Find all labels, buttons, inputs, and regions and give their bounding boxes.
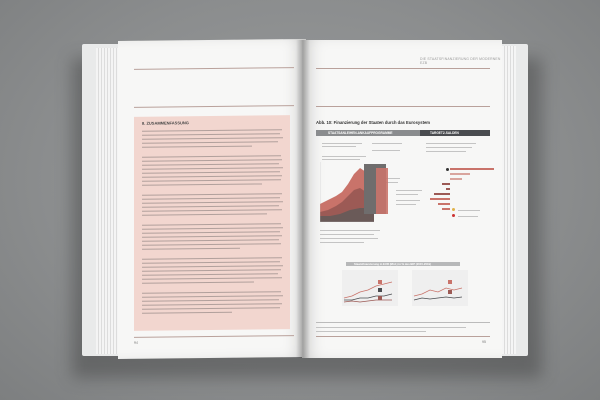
flag-icon	[446, 168, 449, 171]
right-page	[302, 40, 502, 358]
band-left-label: STAATSANLEIHEN-ANKAUFPROGRAMME	[328, 131, 393, 135]
target2-bar	[434, 193, 450, 195]
target2-bar	[442, 208, 450, 210]
target2-bar	[446, 188, 450, 190]
top-rule	[316, 68, 490, 69]
page-number-left: 94	[134, 340, 138, 345]
target2-bar	[450, 173, 470, 175]
target2-bar	[450, 178, 462, 180]
stacked-bar-accent	[376, 168, 388, 214]
header-rule	[134, 105, 294, 108]
footer-rule	[134, 335, 294, 338]
source-rule	[316, 322, 490, 323]
footer-rule	[316, 336, 490, 337]
summary-paragraph	[118, 39, 306, 41]
sub-band-label: Staatsfinanzierung in EUR (Mrd.) in % des BIP (2015-2019)	[354, 262, 432, 266]
flag-icon	[452, 208, 455, 211]
figure-title: Abb. 10: Finanzierung der Staaten durch das Eurosystem	[316, 120, 431, 125]
target2-bar	[438, 203, 450, 205]
target2-bar	[450, 168, 494, 170]
section-heading: 8. ZUSAMMENFASSUNG	[142, 120, 189, 126]
left-page	[118, 39, 306, 359]
band-right-label: TARGET2-SALDEN	[430, 131, 459, 135]
running-head: DIE STAATSFINANZIERUNG DER MODERNEN EZB	[420, 57, 501, 65]
page-number-right: 95	[482, 340, 486, 344]
header-rule	[316, 106, 490, 107]
target2-bar	[442, 183, 450, 185]
flag-icon	[452, 214, 455, 217]
top-rule	[134, 67, 294, 70]
target2-bar	[430, 198, 450, 200]
book-gutter	[296, 40, 310, 358]
